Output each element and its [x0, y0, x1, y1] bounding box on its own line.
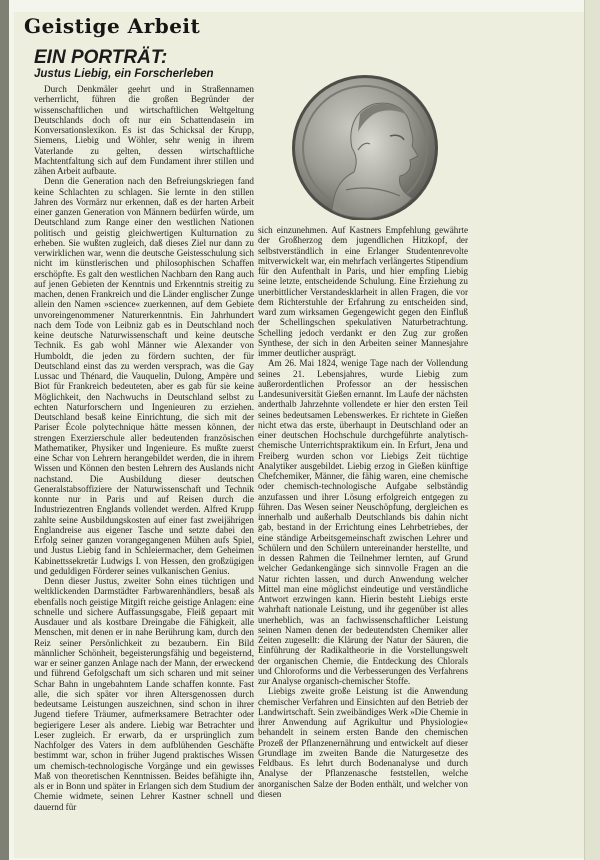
article-column-left	[34, 84, 254, 856]
left-edge-border	[0, 0, 9, 860]
article-column-right	[258, 225, 468, 856]
paragraph: Durch Denkmäler geehrt und in Straßennamen verherrlicht, führen die großen Begründer der wissenschaftlichen und wirtschaftlichen Weltgeltung Deutschlands doch oft nur ein Schattendasein im Konversationslexikon. Es ist das Schicksal der Krupp, Siemens, Liebig und Wöhler, sehr wenig in ihrem Vaterlande zu gelten, dessen wirtschaftliche Machtentfaltung sich auf dem Fundament ihrer stillen und zähen Arbeit aufbaute.	[34, 84, 254, 176]
article-subtitle: Justus Liebig, ein Forscherleben	[34, 68, 214, 80]
paragraph: Am 26. Mai 1824, wenige Tage nach der Vollendung seines 21. Lebensjahres, wurde Liebig zum außerordentlichen Professor an der hessischen Landesuniversität Gießen ernannt. Im Laufe der nächsten anderthalb Jahrzehnte vollendete er hier den ersten Teil seines bedeutsamen Lebenswerkes. Er richtete in Gießen nicht etwa das erste, überhaupt in Deutschland oder an einer deutschen Hochschule durchgeführte analytisch-chemische Unterrichtspraktikum ein. In Erfurt, Jena und Freiberg wurden schon vor Liebigs Zeit tüchtige Analytiker ausgebildet. Liebig erzog in Gießen künftige Chefchemiker, Männer, die fähig waren, eine chemische oder chemisch-technologische Aufgabe selbständig anzufassen und ihrer Lösung erfolgreich entgegen zu führen. Das Wesen seiner Neuschöpfung, dergleichen es innerhalb und außerhalb Deutschlands bis dahin nicht gab, bestand in der Errichtung eines Lehrbetriebes, der eine ständige Arbeitsgemeinschaft zwischen Lehrer und Schülern und den Schülern untereinander herstellte, und in dessen Rahmen die Teilnehmer lernten, auf Grund welcher Gedankengänge sich sinnvolle Fragen an die Natur richten lassen, und durch Anwendung welcher Mittel man eine möglichst eindeutige und verständliche Antwort erzwingen kann. Hierin besteht Liebigs erste wahrhaft nationale Leistung, und ihr gegenüber ist alles unerheblich, was an fachwissenschaftlicher Leistung seinen Namen denen der bedeutendsten Chemiker aller Zeiten zugesellt: die Klärung der Natur der Säuren, die Einführung der Radikaltheorie in die Vorstellungswelt der organischen Chemie, die Entdeckung des Chlorals und Chloroforms und die Verbesserungen des Verfahrens zur Analyse organisch-chemischer Stoffe.	[258, 358, 468, 686]
right-paper-strip	[584, 0, 600, 860]
medallion-portrait-icon	[262, 70, 468, 220]
paragraph: Liebigs zweite große Leistung ist die Anwendung chemischer Verfahren und Einsichten auf den Betrieb der Landwirtschaft. Sein zweibändiges Werk »Die Chemie in ihrer Anwendung auf Agrikultur und Physiologie« behandelt in seinem ersten Bande den chemischen Prozeß der Pflanzenernährung und entwickelt auf dieser Grundlage im zweiten Bande die Naturgesetze des Feldbaus. Es lehrt durch Bodenanalyse und durch Analyse der Pflanzenasche feststellen, welche anorganischen Salze der Boden enthält, und welcher von diesen	[258, 686, 468, 799]
article-title: EIN PORTRÄT:	[34, 47, 168, 68]
paragraph: Denn die Generation nach den Befreiungskriegen fand keine Schlachten zu schlagen. Sie lernte in den stillen Jahren des Vormärz nur erkennen, daß es der harten Arbeit einer ganzen Generation von Männern bedürfen würde, um Deutschland zum Range einer den westlichen Nationen politisch und geistig gleichwertigen Kulturnation zu erheben. Sie wußten zugleich, daß dieses Ziel nur dann zu verwirklichen war, wenn die deutsche Geistesschulung sich nicht im künstlerischen und philosophischen Schaffen erschöpfte. Es galt den westlichen Nachbarn den Rang auch auf jenen Gebieten der Kenntnis und Erkenntnis streitig zu machen, denen Frankreich und die Länder englischer Zunge allein den Namen »science« zuerkennen, auf dem Gebiete unvoreingenommener Naturerkenntnis. Ein Jahrhundert nach dem Tode von Leibniz gab es in Deutschland noch keine deutsche Naturwissenschaft und keine deutsche Technik. Es gab wohl Männer wie Alexander von Humboldt, die jeden zu fördern suchten, der für Deutschland einst das zu werden versprach, was die Gay Lussac und Thénard, die Vauquelin, Dulong, Ampère und Biot für Frankreich bedeuteten, aber es gab für sie keine Möglichkeit, den Nachwuchs in Deutschland selbst zu echten Naturforschern und Ingenieuren zu erziehen. Deutschland besaß keine Einrichtung, die sich mit der Pariser École polytechnique hätte messen können, der strengen Exerzierschule aller bedeutenden französischen Mathematiker, Physiker und Ingenieure. Es mußte zuerst eine Schar von Lehrern herangebildet werden, die in ihrem Wissen und Können den besten Lehrern des Auslands nicht nachstand. Die Ausbildung dieser deutschen Generalstabsoffiziere der Naturwissenschaft und Technik konnte nur in Paris und auf Reisen durch die Industriezentren Englands vollendet werden. Alfred Krupp zahlte seine Ausbildungskosten auf einer fast zweijährigen Englandreise aus eigener Tasche und setzte dabei den Erfolg seiner ganzen vorangegangenen Mühen aufs Spiel, und Justus Liebig fand in Schleiermacher, dem Geheimen Kabinettssekretär Ludwigs I. von Hessen, den großzügigen und geduldigen Förderer seines vulkanischen Genius.	[34, 176, 254, 576]
paragraph: sich einzunehmen. Auf Kastners Empfehlung gewährte der Großherzog dem jugendlichen Hitzkopf, der selbstverständlich in eine Erlanger Studentenrevolte mitverwickelt war, ein mehrfach verlängertes Stipendium für den Aufenthalt in Paris, und hier empfing Liebig seine letzte, entscheidende Schulung. Eine Erziehung zu unerbittlicher Verstandesklarheit in allen Fragen, die vor dem Richterstuhle der Erfahrung zu entscheiden sind, ward zum wirksamen Gegengewicht gegen den Einfluß der Schellingschen spekulativen Naturbetrachtung. Schelling jedoch verdankt er den Zug zur großen Synthese, der sich in den Arbeiten seiner Mannesjahre immer deutlicher ausprägt.	[258, 225, 468, 358]
paragraph: Denn dieser Justus, zweiter Sohn eines tüchtigen und weltklickenden Darmstädter Farbwarenhändlers, besaß als ebenfalls noch geistige Mitgift reiche geistige Anlagen: eine schnelle und sichere Auffassungsgabe, Fleiß gepaart mit Ausdauer und als kostbare Dreingabe die Fähigkeit, alle Menschen, mit denen er in nahe Berührung kam, durch den Reiz seiner Persönlichkeit zu bezaubern. Ein Bild männlicher Schönheit, begeisterungsfähig und begeisternd, war er seiner ganzen Anlage nach der Mann, der erweckend und führend Gefolgschaft um sich scharen und mit seiner Schar Bahn in ungebahntem Lande schaffen konnte. Fast alle, die sich später vor ihren Altersgenossen durch bedeutsame Leistungen auszeichnen, sind schon in ihrer Jugend tiefere Träumer, aufmerksamere Betrachter oder begierigere Leser als andere. Liebig war Betrachter und Leser zugleich. Er erwarb, da er ursprünglich zum Nachfolger des Vaters in dem aufblühenden Geschäfte bestimmt war, schon in früher Jugend praktisches Wissen um chemisch-technologische Vorgänge und ein gewisses Maß von theoretischen Kenntnissen. Beides befähigte ihn, als er in Bonn und später in Erlangen sich dem Studium der Chemie widmete, seinen Lehrer Kastner schnell und dauernd für	[34, 576, 254, 812]
section-header: Geistige Arbeit	[24, 14, 201, 38]
